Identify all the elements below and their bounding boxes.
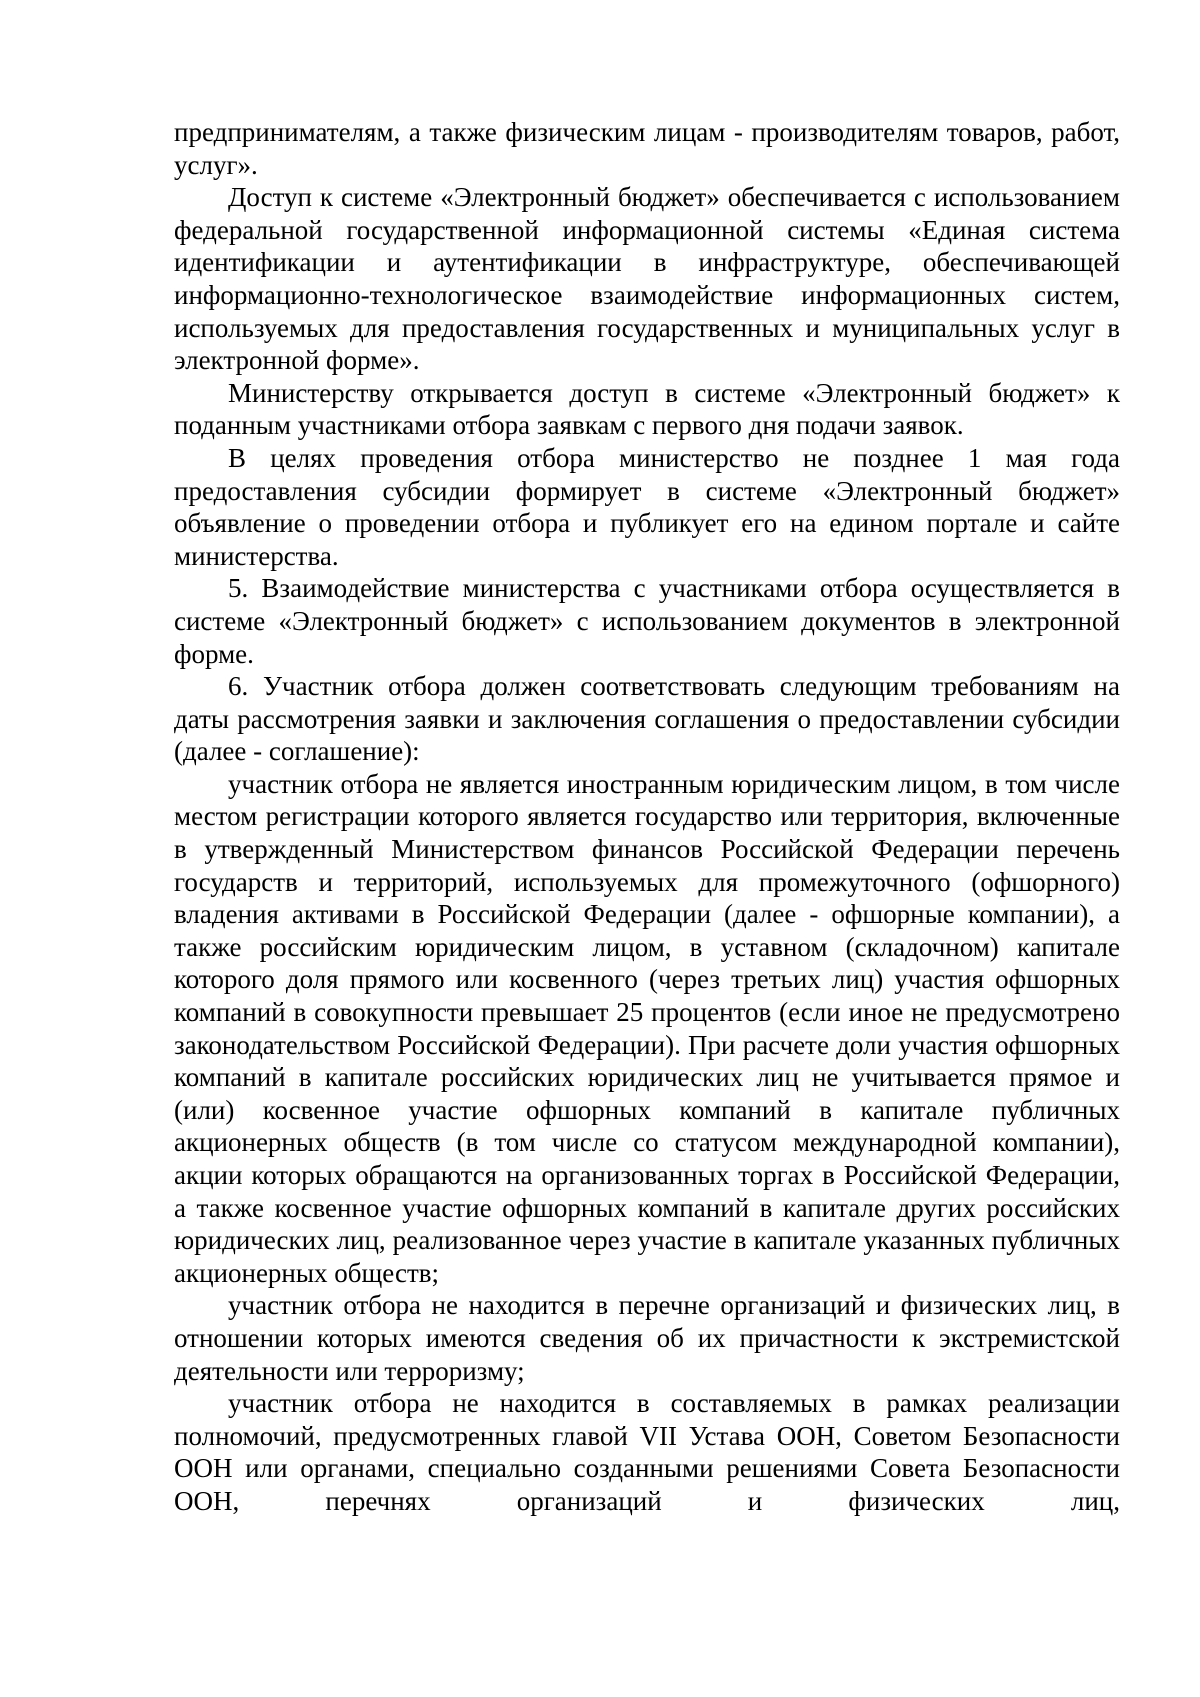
paragraph-requirement-offshore: участник отбора не является иностранным юридическим лицом, в том числе местом регистрации которого является государство или территория, включенные в утвержденный Министерством финансов Российской Федерации перечень государств и территорий, используемых для промежуточного (офшорного) владения активами в Российской Федерации (далее - офшорные компании), а также российским юридическим лицом, в уставном (складочном) капитале которого доля прямого или косвенного (через третьих лиц) участия офшорных компаний в совокупности превышает 25 процентов (если иное не предусмотрено законодательством Российской Федерации). При расчете доли участия офшорных компаний в капитале российских юридических лиц не учитывается прямое и (или) косвенное участие офшорных компаний в капитале публичных акционерных обществ (в том числе со статусом международной компании), акции которых обращаются на организованных торгах в Российской Федерации, а также косвенное участие офшорных компаний в капитале других российских юридических лиц, реализованное через участие в капитале указанных публичных акционерных обществ; bbox=[174, 768, 1120, 1288]
paragraph-requirement-extremism: участник отбора не находится в перечне организаций и физических лиц, в отношении которых имеются сведения об их причастности к экстремистской деятельности или терроризму; bbox=[174, 1290, 1120, 1386]
paragraph-requirement-un-lists: участник отбора не находится в составляемых в рамках реализации полномочий, предусмотренных главой VII Устава ООН, Советом Безопасности ООН или органами, специально созданными решениями Совета Безопасности ООН, перечнях организаций и физических лиц, bbox=[174, 1388, 1120, 1516]
document-body bbox=[174, 116, 1120, 1518]
paragraph-selection-announcement: В целях проведения отбора министерство не позднее 1 мая года предоставления субсидии формирует в системе «Электронный бюджет» объявление о проведении отбора и публикует его на едином портале и сайте министерства. bbox=[174, 442, 1120, 571]
paragraph-continuation: предпринимателям, а также физическим лицам - производителям товаров, работ, услуг». bbox=[174, 117, 1120, 180]
paragraph-electronic-budget-access: Доступ к системе «Электронный бюджет» обеспечивается с использованием федеральной государственной информационной системы «Единая система идентификации и аутентификации в инфраструктуре, обеспечивающей информационно-технологическое взаимодействие информационных систем, используемых для предоставления государственных и муниципальных услуг в электронной форме». bbox=[174, 182, 1120, 376]
paragraph-item-5: 5. Взаимодействие министерства с участниками отбора осуществляется в системе «Электронный бюджет» с использованием документов в электронной форме. bbox=[174, 573, 1120, 669]
paragraph-ministry-access: Министерству открывается доступ в системе «Электронный бюджет» к поданным участниками отбора заявкам с первого дня подачи заявок. bbox=[174, 377, 1120, 441]
paragraph-item-6: 6. Участник отбора должен соответствовать следующим требованиям на даты рассмотрения заявки и заключения соглашения о предоставлении субсидии (далее - соглашение): bbox=[174, 671, 1120, 767]
